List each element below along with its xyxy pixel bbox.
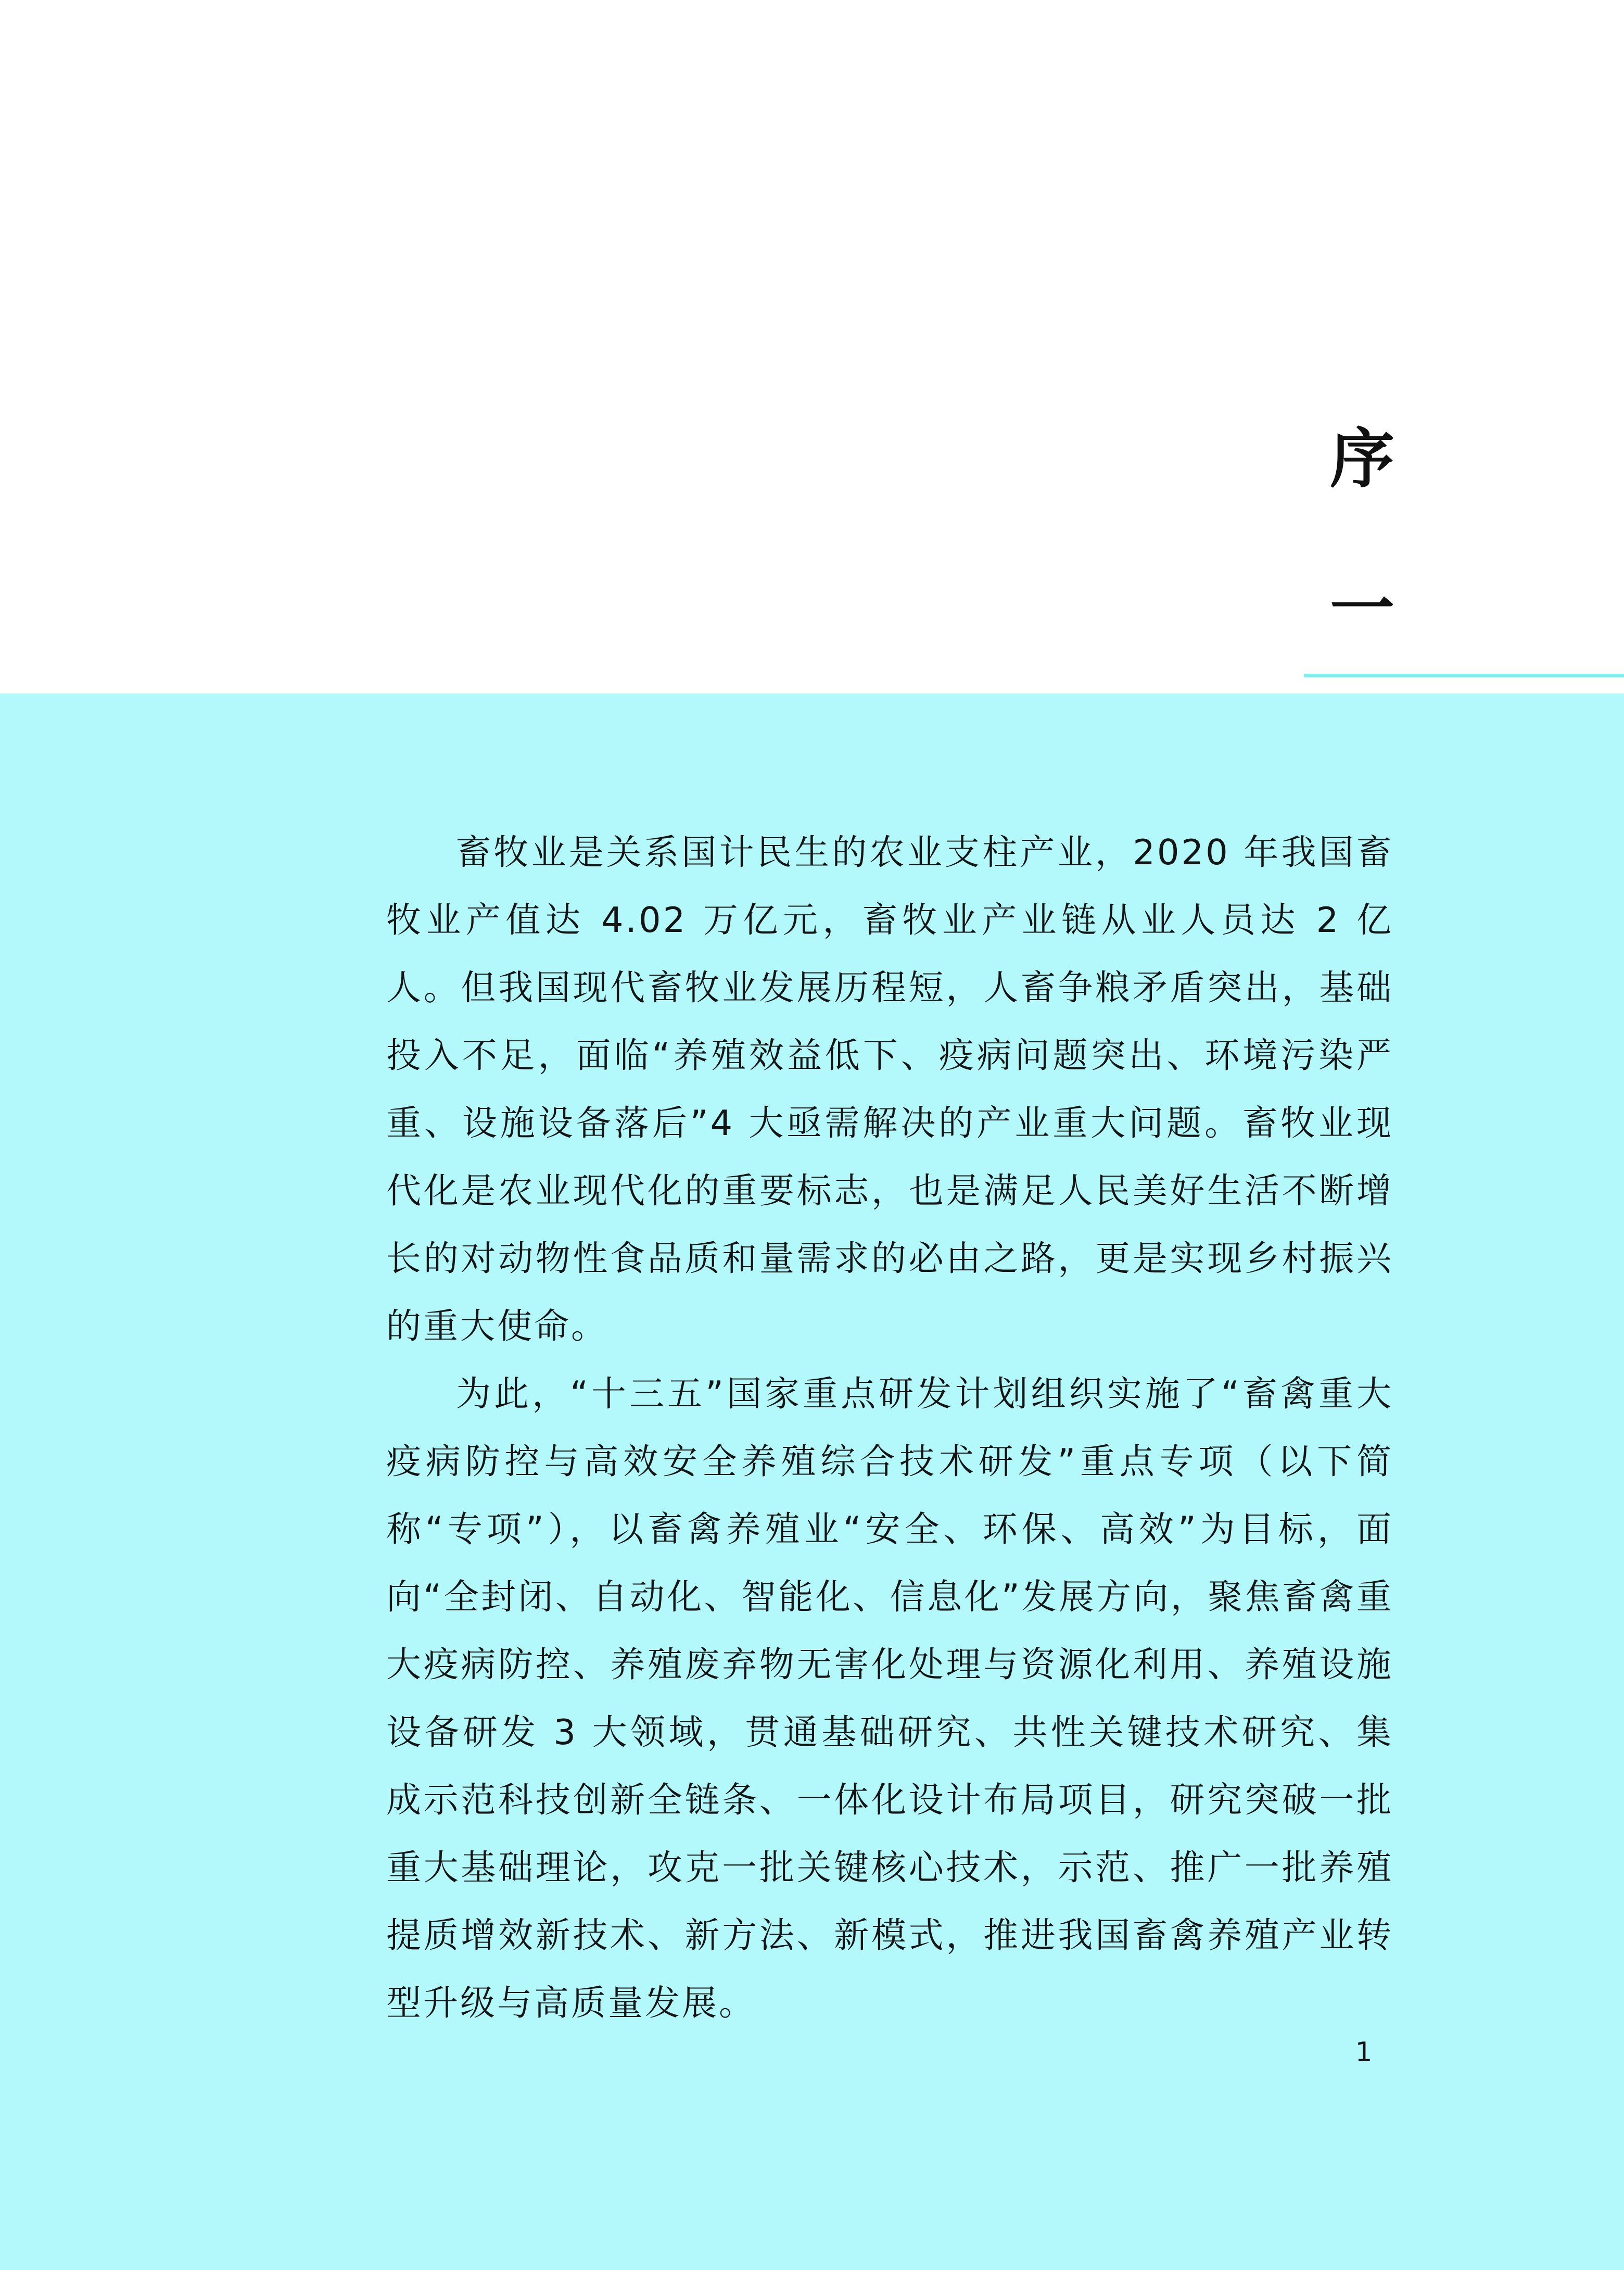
heading-char-1: 序 (1329, 422, 1394, 497)
page-number: 1 (1355, 2037, 1373, 2068)
heading-char-2: 一 (1329, 572, 1394, 647)
heading-underline (1304, 674, 1624, 677)
paragraph: 为此，“十三五”国家重点研发计划组织实施了“畜禽重大疫病防控与高效安全养殖综合技术研发”重点专项（以下简称“专项”），以畜禽养殖业“安全、环保、高效”为目标，面向“全封闭、自动化、智能化、信息化”发展方向，聚焦畜禽重大疫病防控、养殖废弃物无害化处理与资源化利用、养殖设施设备研发 3 大领域，贯通基础研究、共性关键技术研究、集成示范科技创新全链条、一体化设计布局项目，研究突破一批重大基础理论，攻克一批关键核心技术，示范、推广一批养殖提质增效新技术、新方法、新模式，推进我国畜禽养殖产业转型升级与高质量发展。 (386, 1373, 1393, 2023)
paragraph: 畜牧业是关系国计民生的农业支柱产业，2020 年我国畜牧业产值达 4.02 万亿元，畜牧业产业链从业人员达 2 亿人。但我国现代畜牧业发展历程短，人畜争粮矛盾突出，基础投入不足，面临“养殖效益低下、疫病问题突出、环境污染严重、设施设备落后”4 大亟需解决的产业重大问题。畜牧业现代化是农业现代化的重要标志，也是满足人民美好生活不断增长的对动物性食品质和量需求的必由之路，更是实现乡村振兴的重大使命。 (386, 832, 1393, 1346)
section-heading (1323, 422, 1401, 647)
body-text (386, 818, 1393, 2037)
